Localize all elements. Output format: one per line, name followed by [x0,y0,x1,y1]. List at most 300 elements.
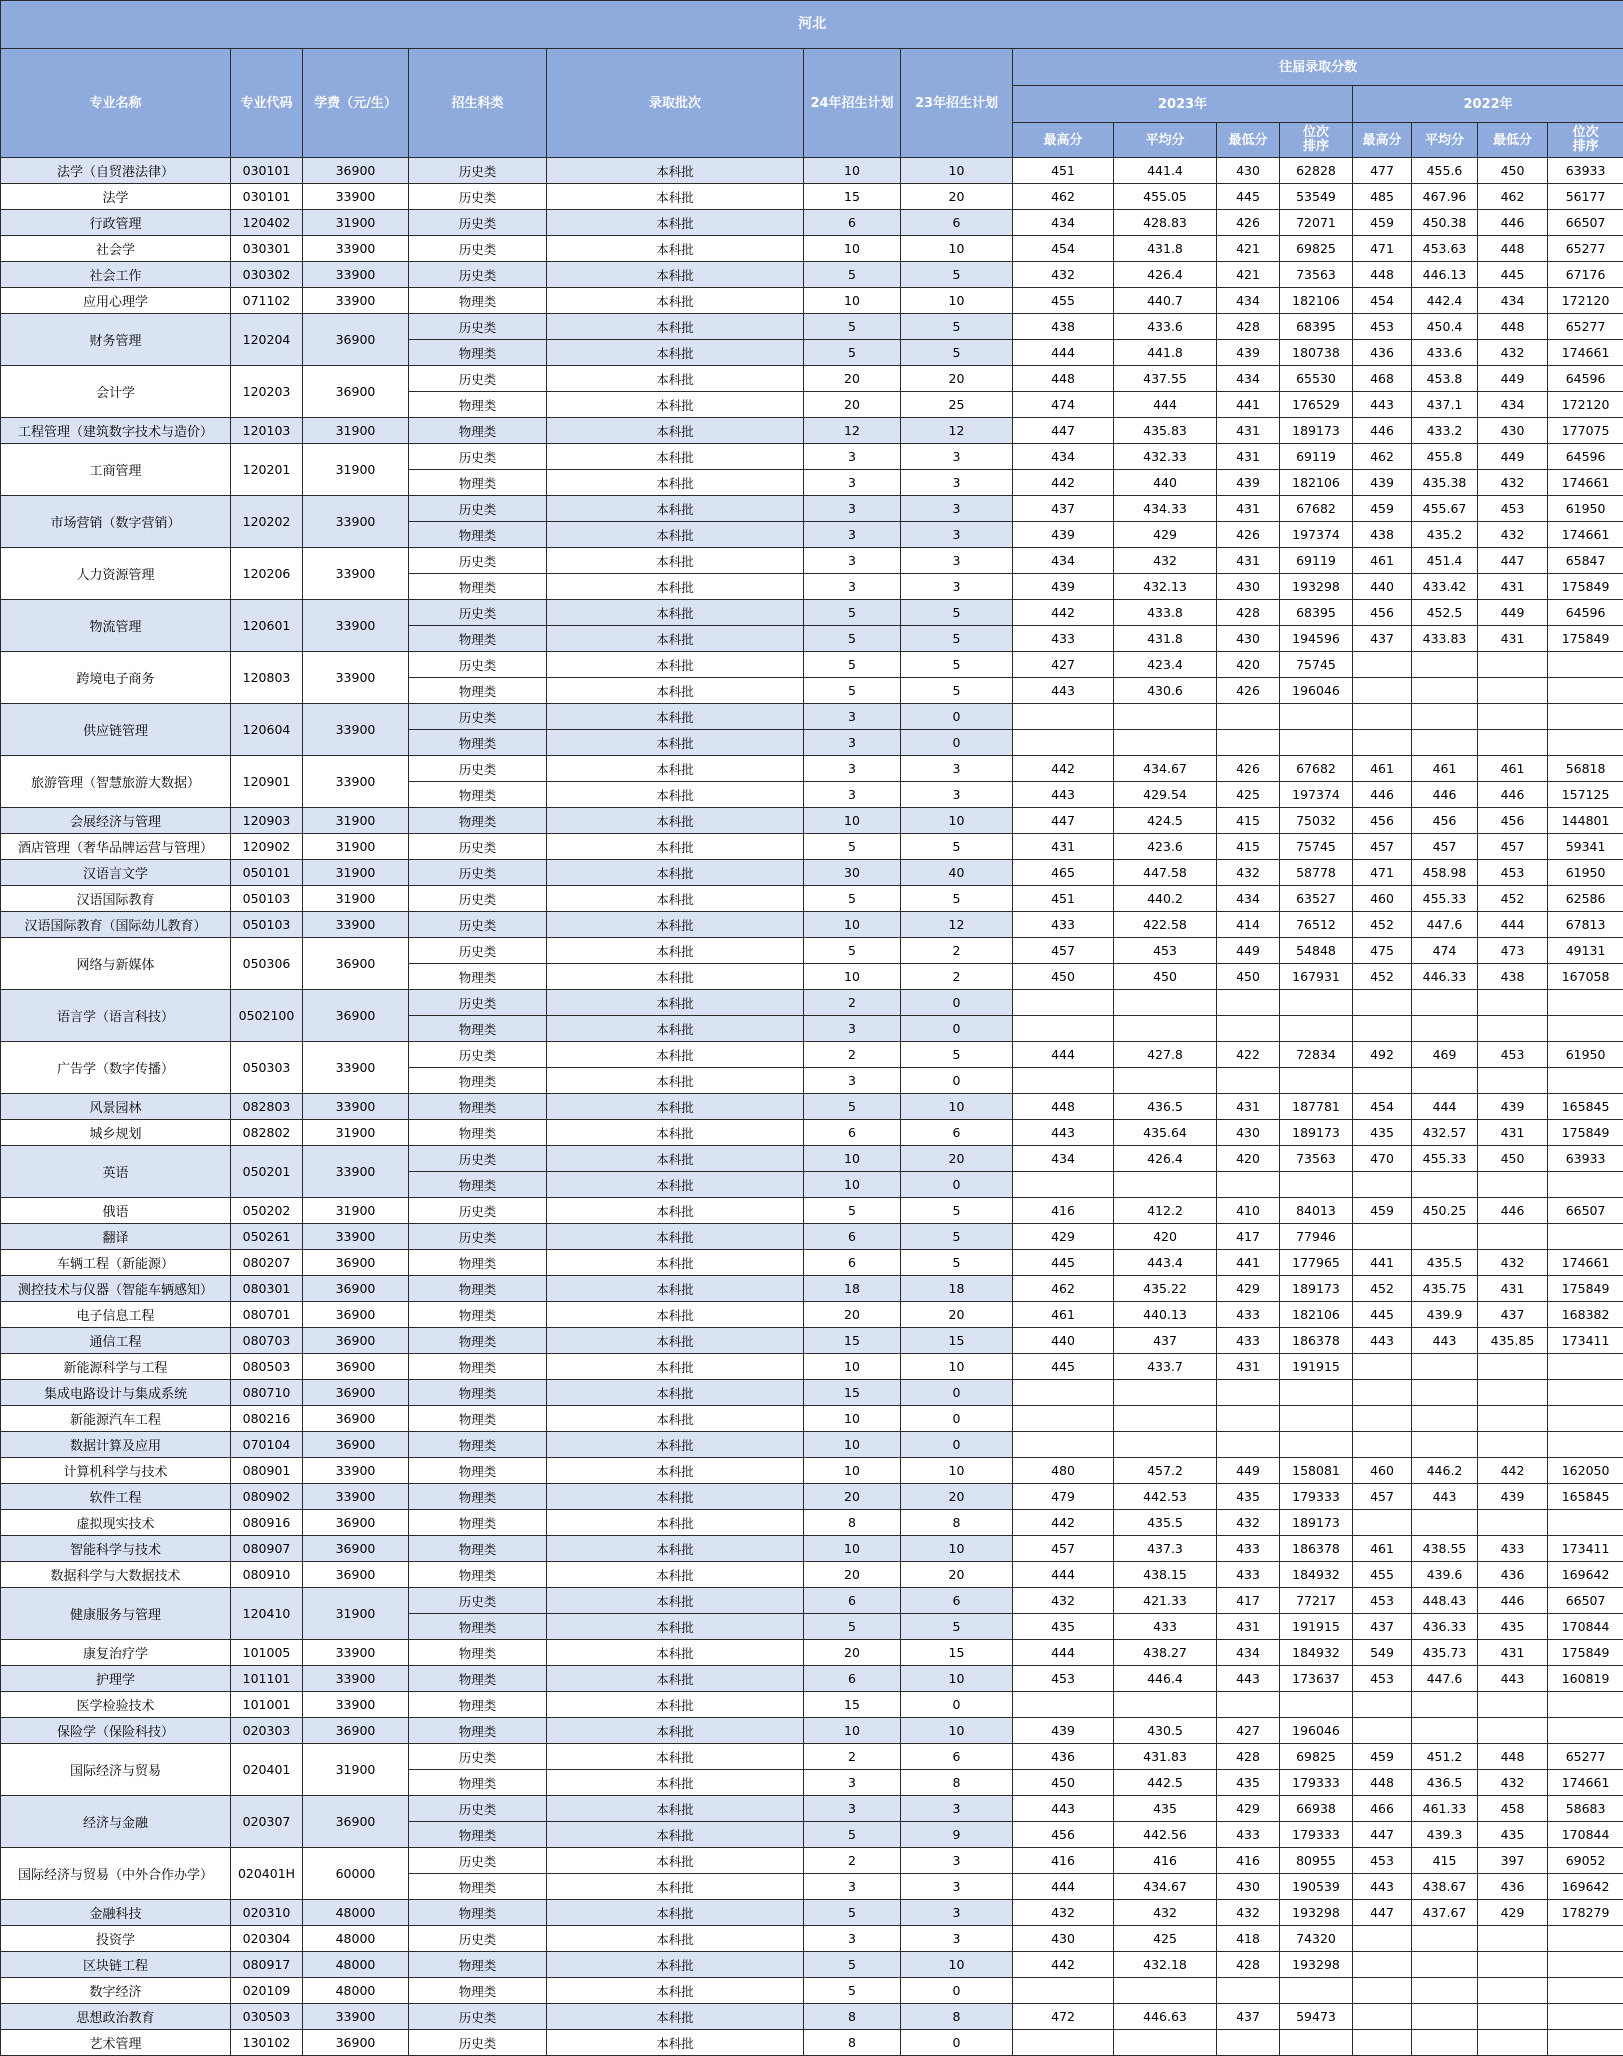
cell-2022-avg: 443 [1412,1484,1478,1510]
cell-2023-max: 448 [1013,366,1114,392]
cell-plan-2023: 18 [901,1276,1013,1302]
cell-batch: 本科批 [547,1692,804,1718]
cell-2022-max: 455 [1353,1562,1412,1588]
cell-2022-min [1478,2030,1548,2056]
table-row [1,1484,1623,1510]
cell-2022-max: 453 [1353,1666,1412,1692]
cell-plan-2023: 20 [901,1146,1013,1172]
cell-2022-avg: 415 [1412,1848,1478,1874]
cell-2022-max: 459 [1353,1198,1412,1224]
cell-2022-rank: 59341 [1548,834,1623,860]
cell-2023-min: 431 [1217,1354,1280,1380]
cell-2023-min: 426 [1217,210,1280,236]
cell-2022-avg: 457 [1412,834,1478,860]
header-code: 专业代码 [231,49,303,158]
cell-2023-min: 450 [1217,964,1280,990]
cell-2023-max [1013,2030,1114,2056]
cell-2023-avg [1114,1978,1217,2004]
cell-subject: 历史类 [409,1796,547,1822]
cell-plan-2024: 30 [804,860,901,886]
cell-batch: 本科批 [547,860,804,886]
cell-2022-avg: 455.8 [1412,444,1478,470]
cell-2022-max: 448 [1353,262,1412,288]
cell-2022-min: 439 [1478,1094,1548,1120]
cell-2023-rank: 84013 [1280,1198,1353,1224]
cell-2022-max: 443 [1353,1328,1412,1354]
cell-2022-avg: 433.2 [1412,418,1478,444]
table-row [1,1744,1623,1770]
cell-2022-rank [1548,1926,1623,1952]
cell-2022-min: 435.85 [1478,1328,1548,1354]
cell-2022-min [1478,704,1548,730]
cell-plan-2024: 3 [804,548,901,574]
cell-plan-2023: 3 [901,1848,1013,1874]
cell-subject: 物理类 [409,522,547,548]
cell-major-name: 通信工程 [1,1328,231,1354]
cell-2023-avg: 441.8 [1114,340,1217,366]
cell-2022-rank: 66507 [1548,1198,1623,1224]
cell-2022-max [1353,1380,1412,1406]
cell-2023-avg: 432 [1114,1900,1217,1926]
cell-2022-avg [1412,704,1478,730]
cell-tuition: 36900 [303,938,409,990]
cell-tuition: 33900 [303,2004,409,2030]
cell-major-code: 120901 [231,756,303,808]
cell-major-name: 旅游管理（智慧旅游大数据） [1,756,231,808]
cell-2022-avg: 435.73 [1412,1640,1478,1666]
cell-batch: 本科批 [547,1250,804,1276]
cell-2023-max: 453 [1013,1666,1114,1692]
cell-2023-rank: 72834 [1280,1042,1353,1068]
cell-plan-2024: 10 [804,1432,901,1458]
cell-2022-rank: 174661 [1548,522,1623,548]
cell-major-name: 思想政治教育 [1,2004,231,2030]
cell-2023-rank: 182106 [1280,1302,1353,1328]
cell-plan-2023: 3 [901,496,1013,522]
cell-2022-avg: 446 [1412,782,1478,808]
cell-major-name: 金融科技 [1,1900,231,1926]
cell-2022-rank: 174661 [1548,340,1623,366]
cell-2022-min [1478,1068,1548,1094]
cell-2023-min: 431 [1217,418,1280,444]
cell-2023-rank: 80955 [1280,1848,1353,1874]
cell-plan-2023: 6 [901,1120,1013,1146]
cell-plan-2024: 10 [804,288,901,314]
cell-2022-rank [1548,730,1623,756]
cell-2023-rank [1280,1380,1353,1406]
cell-2022-rank: 67813 [1548,912,1623,938]
cell-2022-rank: 66507 [1548,1588,1623,1614]
cell-tuition: 33900 [303,704,409,756]
cell-2022-min: 444 [1478,912,1548,938]
cell-subject: 物理类 [409,1380,547,1406]
cell-2022-max [1353,1354,1412,1380]
cell-subject: 历史类 [409,912,547,938]
cell-2022-rank: 168382 [1548,1302,1623,1328]
cell-major-name: 人力资源管理 [1,548,231,600]
cell-subject: 历史类 [409,1198,547,1224]
cell-subject: 历史类 [409,1042,547,1068]
cell-batch: 本科批 [547,574,804,600]
cell-2022-min: 439 [1478,1484,1548,1510]
cell-2023-max: 416 [1013,1848,1114,1874]
cell-2022-avg: 444 [1412,1094,1478,1120]
cell-plan-2023: 10 [901,1458,1013,1484]
cell-2023-rank: 184932 [1280,1562,1353,1588]
cell-2022-avg [1412,1432,1478,1458]
table-row [1,1666,1623,1692]
cell-batch: 本科批 [547,548,804,574]
cell-2023-avg: 425 [1114,1926,1217,1952]
cell-2023-avg: 423.4 [1114,652,1217,678]
cell-2023-max: 435 [1013,1614,1114,1640]
cell-2023-max: 444 [1013,1874,1114,1900]
cell-2022-min [1478,652,1548,678]
cell-2022-avg [1412,652,1478,678]
table-row [1,1198,1623,1224]
table-row [1,1224,1623,1250]
cell-major-code: 080703 [231,1328,303,1354]
cell-major-code: 120203 [231,366,303,418]
cell-major-name: 汉语国际教育（国际幼儿教育） [1,912,231,938]
cell-tuition: 36900 [303,1562,409,1588]
cell-2022-max: 443 [1353,1874,1412,1900]
table-row [1,1276,1623,1302]
cell-subject: 物理类 [409,808,547,834]
cell-plan-2024: 10 [804,1406,901,1432]
table-row [1,1796,1623,1822]
cell-2022-max [1353,1432,1412,1458]
cell-2022-avg: 447.6 [1412,1666,1478,1692]
cell-2022-max: 454 [1353,1094,1412,1120]
cell-major-code: 120103 [231,418,303,444]
cell-plan-2023: 0 [901,1978,1013,2004]
cell-2022-min: 438 [1478,964,1548,990]
cell-2023-max: 442 [1013,756,1114,782]
cell-2022-rank: 172120 [1548,288,1623,314]
cell-2023-min [1217,1016,1280,1042]
cell-plan-2023: 20 [901,1562,1013,1588]
cell-2023-avg: 430.6 [1114,678,1217,704]
cell-plan-2023: 3 [901,1874,1013,1900]
cell-plan-2024: 10 [804,1146,901,1172]
header-max-2022: 最高分 [1353,123,1412,158]
cell-2023-max: 447 [1013,808,1114,834]
table-row [1,1640,1623,1666]
cell-2023-max: 462 [1013,184,1114,210]
cell-2022-max [1353,652,1412,678]
cell-major-name: 会计学 [1,366,231,418]
cell-2023-min: 433 [1217,1328,1280,1354]
cell-subject: 历史类 [409,262,547,288]
table-row [1,1146,1623,1172]
cell-plan-2023: 20 [901,366,1013,392]
header-avg-2022: 平均分 [1412,123,1478,158]
cell-plan-2023: 10 [901,1354,1013,1380]
cell-plan-2024: 3 [804,1796,901,1822]
cell-2022-min: 432 [1478,470,1548,496]
cell-major-name: 供应链管理 [1,704,231,756]
cell-2023-rank: 191915 [1280,1354,1353,1380]
cell-plan-2023: 0 [901,1406,1013,1432]
cell-2023-rank: 196046 [1280,678,1353,704]
cell-2023-max: 434 [1013,444,1114,470]
cell-2023-min: 441 [1217,392,1280,418]
cell-2022-min: 450 [1478,158,1548,184]
cell-2023-min: 433 [1217,1822,1280,1848]
cell-batch: 本科批 [547,678,804,704]
cell-2022-min: 430 [1478,418,1548,444]
cell-2022-max: 452 [1353,1276,1412,1302]
cell-2022-min: 446 [1478,1198,1548,1224]
cell-2022-max: 452 [1353,964,1412,990]
cell-2023-avg: 442.5 [1114,1770,1217,1796]
cell-2022-max: 437 [1353,626,1412,652]
cell-2023-max: 443 [1013,678,1114,704]
cell-2022-max: 492 [1353,1042,1412,1068]
cell-tuition: 33900 [303,912,409,938]
cell-2023-avg: 416 [1114,1848,1217,1874]
cell-major-name: 广告学（数字传播） [1,1042,231,1094]
cell-plan-2024: 10 [804,912,901,938]
cell-2023-max: 480 [1013,1458,1114,1484]
cell-tuition: 33900 [303,1640,409,1666]
cell-major-code: 120902 [231,834,303,860]
table-row [1,366,1623,392]
cell-2022-max [1353,2004,1412,2030]
cell-batch: 本科批 [547,262,804,288]
cell-2022-max: 435 [1353,1120,1412,1146]
table-row [1,548,1623,574]
cell-2022-max: 445 [1353,1302,1412,1328]
cell-tuition: 36900 [303,1276,409,1302]
cell-major-name: 酒店管理（奢华品牌运营与管理） [1,834,231,860]
cell-plan-2023: 2 [901,964,1013,990]
cell-major-name: 汉语言文学 [1,860,231,886]
cell-plan-2024: 10 [804,1354,901,1380]
cell-plan-2023: 40 [901,860,1013,886]
cell-tuition: 36900 [303,1718,409,1744]
cell-plan-2023: 6 [901,1588,1013,1614]
cell-2023-min: 430 [1217,158,1280,184]
cell-2023-min: 433 [1217,1562,1280,1588]
table-row [1,158,1623,184]
cell-tuition: 60000 [303,1848,409,1900]
cell-tuition: 36900 [303,1302,409,1328]
cell-2023-avg: 442.53 [1114,1484,1217,1510]
cell-plan-2023: 3 [901,1900,1013,1926]
cell-major-name: 测控技术与仪器（智能车辆感知） [1,1276,231,1302]
cell-2023-min: 443 [1217,1666,1280,1692]
table-row [1,288,1623,314]
cell-plan-2023: 5 [901,1224,1013,1250]
cell-2022-max: 461 [1353,1536,1412,1562]
cell-major-code: 120601 [231,600,303,652]
cell-2023-min: 434 [1217,366,1280,392]
cell-batch: 本科批 [547,1640,804,1666]
cell-subject: 物理类 [409,340,547,366]
cell-major-name: 健康服务与管理 [1,1588,231,1640]
cell-major-name: 会展经济与管理 [1,808,231,834]
cell-major-name: 社会学 [1,236,231,262]
cell-2022-max [1353,1016,1412,1042]
cell-major-code: 050261 [231,1224,303,1250]
cell-plan-2023: 5 [901,1614,1013,1640]
cell-2022-max [1353,1172,1412,1198]
cell-2023-min: 431 [1217,1094,1280,1120]
cell-subject: 历史类 [409,1224,547,1250]
cell-major-code: 120604 [231,704,303,756]
cell-2022-min: 453 [1478,1042,1548,1068]
cell-2022-max: 459 [1353,496,1412,522]
table-row [1,1302,1623,1328]
cell-major-name: 法学（自贸港法律） [1,158,231,184]
cell-subject: 物理类 [409,470,547,496]
cell-batch: 本科批 [547,1952,804,1978]
cell-2023-min: 434 [1217,886,1280,912]
cell-plan-2023: 0 [901,1068,1013,1094]
table-row [1,834,1623,860]
cell-2022-max: 461 [1353,548,1412,574]
cell-2023-avg: 435.64 [1114,1120,1217,1146]
cell-2023-rank: 190539 [1280,1874,1353,1900]
cell-2023-min: 421 [1217,262,1280,288]
cell-batch: 本科批 [547,1484,804,1510]
cell-2023-rank: 75032 [1280,808,1353,834]
cell-plan-2024: 5 [804,1198,901,1224]
cell-subject: 历史类 [409,1926,547,1952]
cell-2023-avg: 440.2 [1114,886,1217,912]
cell-batch: 本科批 [547,1276,804,1302]
cell-subject: 物理类 [409,1432,547,1458]
cell-subject: 物理类 [409,1692,547,1718]
table-row [1,1328,1623,1354]
cell-major-code: 020109 [231,1978,303,2004]
table-row [1,860,1623,886]
cell-2023-rank: 194596 [1280,626,1353,652]
cell-2023-avg [1114,1406,1217,1432]
cell-plan-2023: 0 [901,730,1013,756]
cell-2023-rank: 63527 [1280,886,1353,912]
cell-2023-min: 445 [1217,184,1280,210]
cell-2022-min [1478,1380,1548,1406]
cell-major-code: 080902 [231,1484,303,1510]
cell-batch: 本科批 [547,1094,804,1120]
cell-2023-min: 431 [1217,548,1280,574]
cell-major-code: 071102 [231,288,303,314]
cell-plan-2023: 6 [901,1744,1013,1770]
cell-2023-max: 443 [1013,1796,1114,1822]
cell-plan-2023: 20 [901,1302,1013,1328]
cell-2023-min: 430 [1217,1120,1280,1146]
cell-2023-rank: 69825 [1280,236,1353,262]
cell-2023-avg: 432.33 [1114,444,1217,470]
header-history-scores: 往届录取分数 [1013,49,1623,86]
cell-2023-avg: 436.5 [1114,1094,1217,1120]
cell-plan-2023: 0 [901,2030,1013,2056]
cell-2023-min: 427 [1217,1718,1280,1744]
table-row [1,938,1623,964]
cell-2023-min: 449 [1217,938,1280,964]
cell-2022-min: 431 [1478,1276,1548,1302]
cell-batch: 本科批 [547,1874,804,1900]
cell-tuition: 31900 [303,860,409,886]
cell-plan-2023: 5 [901,834,1013,860]
cell-2022-max: 437 [1353,1614,1412,1640]
cell-tuition: 33900 [303,1692,409,1718]
cell-2022-avg: 452.5 [1412,600,1478,626]
cell-subject: 物理类 [409,1016,547,1042]
cell-2023-max [1013,1406,1114,1432]
cell-2023-max: 434 [1013,210,1114,236]
table-row [1,1562,1623,1588]
cell-2022-avg: 442.4 [1412,288,1478,314]
cell-2023-avg: 441.4 [1114,158,1217,184]
cell-2022-rank: 69052 [1548,1848,1623,1874]
cell-2023-min: 410 [1217,1198,1280,1224]
cell-2022-avg [1412,730,1478,756]
cell-2022-rank: 174661 [1548,1770,1623,1796]
cell-2023-min [1217,730,1280,756]
cell-major-name: 新能源科学与工程 [1,1354,231,1380]
cell-batch: 本科批 [547,392,804,418]
cell-2023-rank: 69119 [1280,444,1353,470]
cell-subject: 物理类 [409,1952,547,1978]
cell-2022-rank: 49131 [1548,938,1623,964]
cell-subject: 物理类 [409,1354,547,1380]
cell-major-code: 101001 [231,1692,303,1718]
cell-2022-max [1353,1406,1412,1432]
cell-2023-min [1217,1692,1280,1718]
cell-2023-max [1013,1432,1114,1458]
cell-subject: 历史类 [409,990,547,1016]
cell-major-code: 080503 [231,1354,303,1380]
cell-subject: 历史类 [409,704,547,730]
cell-2022-min: 442 [1478,1458,1548,1484]
cell-2023-min: 435 [1217,1770,1280,1796]
cell-2022-avg [1412,2030,1478,2056]
cell-plan-2024: 18 [804,1276,901,1302]
cell-plan-2024: 10 [804,236,901,262]
cell-2023-max: 465 [1013,860,1114,886]
table-row [1,1978,1623,2004]
table-row [1,1588,1623,1614]
cell-2023-rank: 179333 [1280,1770,1353,1796]
cell-2023-max [1013,1068,1114,1094]
cell-major-code: 020401H [231,1848,303,1900]
cell-2023-rank: 72071 [1280,210,1353,236]
cell-plan-2024: 10 [804,1458,901,1484]
cell-2023-max [1013,1380,1114,1406]
cell-batch: 本科批 [547,1900,804,1926]
cell-2023-rank: 59473 [1280,2004,1353,2030]
cell-2023-max [1013,730,1114,756]
cell-plan-2024: 3 [804,470,901,496]
cell-2022-max: 462 [1353,444,1412,470]
cell-2022-rank [1548,1172,1623,1198]
cell-major-name: 翻译 [1,1224,231,1250]
cell-2023-max: 440 [1013,1328,1114,1354]
cell-plan-2024: 5 [804,262,901,288]
cell-subject: 物理类 [409,1536,547,1562]
cell-2022-avg: 439.6 [1412,1562,1478,1588]
cell-2022-rank: 170844 [1548,1614,1623,1640]
cell-plan-2023: 3 [901,470,1013,496]
cell-plan-2024: 20 [804,1302,901,1328]
cell-2022-avg: 443 [1412,1328,1478,1354]
cell-2023-rank [1280,1016,1353,1042]
table-row [1,1120,1623,1146]
